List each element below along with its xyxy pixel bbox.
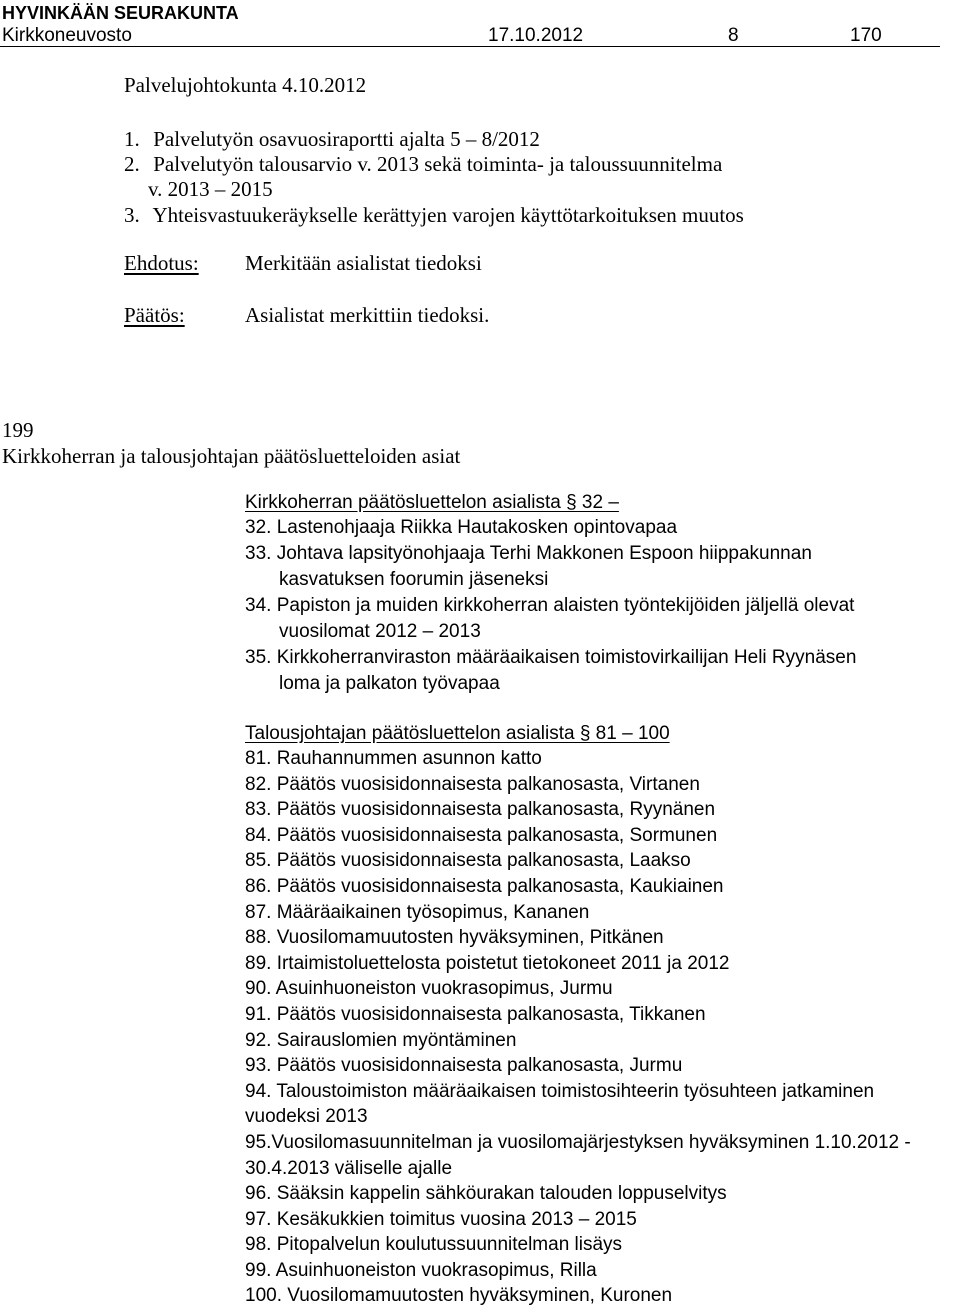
agenda-list-item-3	[124, 202, 744, 228]
finance-line: 94. Taloustoimiston määräaikaisen toimistosihteerin työsuhteen jatkaminen	[245, 1080, 875, 1102]
finance-line: 84. Päätös vuosisidonnaisesta palkanosasta, Sormunen	[245, 824, 718, 846]
agenda-list-item-2	[124, 151, 722, 177]
agenda-num: 2.	[124, 152, 140, 176]
agenda-num: 1.	[124, 127, 140, 151]
proposal-text: Merkitään asialistat tiedoksi	[245, 251, 482, 275]
finance-line: vuodeksi 2013	[245, 1106, 368, 1128]
section-number: 8	[728, 25, 739, 46]
agenda-text: Palvelutyön osavuosiraportti ajalta 5 – 8/2012	[153, 127, 540, 151]
finance-line: 99. Asuinhuoneiston vuokrasopimus, Rilla	[245, 1259, 597, 1281]
finance-line: 86. Päätös vuosisidonnaisesta palkanosasta, Kaukiainen	[245, 875, 724, 897]
agenda-text: Palvelutyön talousarvio v. 2013 sekä toiminta- ja taloussuunnitelma	[153, 152, 723, 176]
meeting-body: Kirkkoneuvosto	[2, 25, 132, 46]
vicar-line: kasvatuksen foorumin jäseneksi	[279, 569, 549, 590]
decision-text: Asialistat merkittiin tiedoksi.	[245, 303, 490, 327]
agenda-list-item-1	[124, 126, 540, 152]
finance-line: 85. Päätös vuosisidonnaisesta palkanosasta, Laakso	[245, 850, 691, 872]
finance-line: 81. Rauhannummen asunnon katto	[245, 748, 542, 769]
finance-line: 95.Vuosilomasuunnitelman ja vuosilomajärjestyksen hyväksyminen 1.10.2012 -	[245, 1131, 911, 1153]
agenda-text: Yhteisvastuukeräykselle kerättyjen varojen käyttötarkoituksen muutos	[152, 203, 744, 227]
item-title: Kirkkoherran ja talousjohtajan päätösluetteloiden asiat	[2, 444, 461, 468]
finance-line: 89. Irtaimistoluettelosta poistetut tietokoneet 2011 ja 2012	[245, 952, 730, 974]
meeting-date: 17.10.2012	[488, 25, 584, 46]
vicar-line: 33. Johtava lapsityönohjaaja Terhi Makkonen Espoon hiippakunnan	[245, 543, 812, 564]
vicar-line: 32. Lastenohjaaja Riikka Hautakosken opintovapaa	[245, 517, 678, 538]
finance-line: 83. Päätös vuosisidonnaisesta palkanosasta, Ryynänen	[245, 799, 716, 821]
header-divider	[0, 46, 940, 47]
finance-line: 30.4.2013 väliselle ajalle	[245, 1157, 453, 1179]
finance-line: 91. Päätös vuosisidonnaisesta palkanosasta, Tikkanen	[245, 1003, 706, 1025]
finance-list	[245, 746, 911, 1309]
decision-label: Päätös:	[124, 303, 185, 327]
vicar-line: 35. Kirkkoherranviraston määräaikaisen toimistovirkailijan Heli Ryynäsen	[245, 647, 857, 668]
finance-line: 90. Asuinhuoneiston vuokrasopimus, Jurmu	[245, 978, 613, 1000]
finance-line: 88. Vuosilomamuutosten hyväksyminen, Pitkänen	[245, 927, 664, 949]
finance-line: 87. Määräaikainen työsopimus, Kananen	[245, 901, 590, 923]
agenda-num: 3.	[124, 203, 140, 227]
finance-line: 96. Sääksin kappelin sähköurakan talouden loppuselvitys	[245, 1183, 727, 1205]
vicar-line: 34. Papiston ja muiden kirkkoherran alaisten työntekijöiden jäljellä olevat	[245, 595, 855, 616]
finance-line: 100. Vuosilomamuutosten hyväksyminen, Kuronen	[245, 1285, 673, 1307]
finance-list-heading: Talousjohtajan päätösluettelon asialista § 81 – 100	[245, 723, 670, 744]
proposal-label: Ehdotus:	[124, 251, 199, 275]
board-title: Palvelujohtokunta 4.10.2012	[124, 73, 367, 97]
page-number: 170	[850, 25, 882, 46]
item-number: 199	[2, 418, 34, 442]
finance-line: 82. Päätös vuosisidonnaisesta palkanosasta, Virtanen	[245, 773, 700, 795]
agenda-text-continuation: v. 2013 – 2015	[148, 177, 273, 201]
vicar-line: loma ja palkaton työvapaa	[279, 673, 500, 694]
vicar-line: vuosilomat 2012 – 2013	[279, 621, 481, 642]
finance-line: 92. Sairauslomien myöntäminen	[245, 1029, 517, 1051]
vicar-list-heading: Kirkkoherran päätösluettelon asialista § 32 –	[245, 492, 619, 513]
finance-line: 97. Kesäkukkien toimitus vuosina 2013 – 2015	[245, 1208, 637, 1230]
organization-name: HYVINKÄÄN SEURAKUNTA	[2, 3, 239, 23]
finance-line: 93. Päätös vuosisidonnaisesta palkanosasta, Jurmu	[245, 1055, 683, 1077]
finance-line: 98. Pitopalvelun koulutussuunnitelman lisäys	[245, 1234, 623, 1256]
